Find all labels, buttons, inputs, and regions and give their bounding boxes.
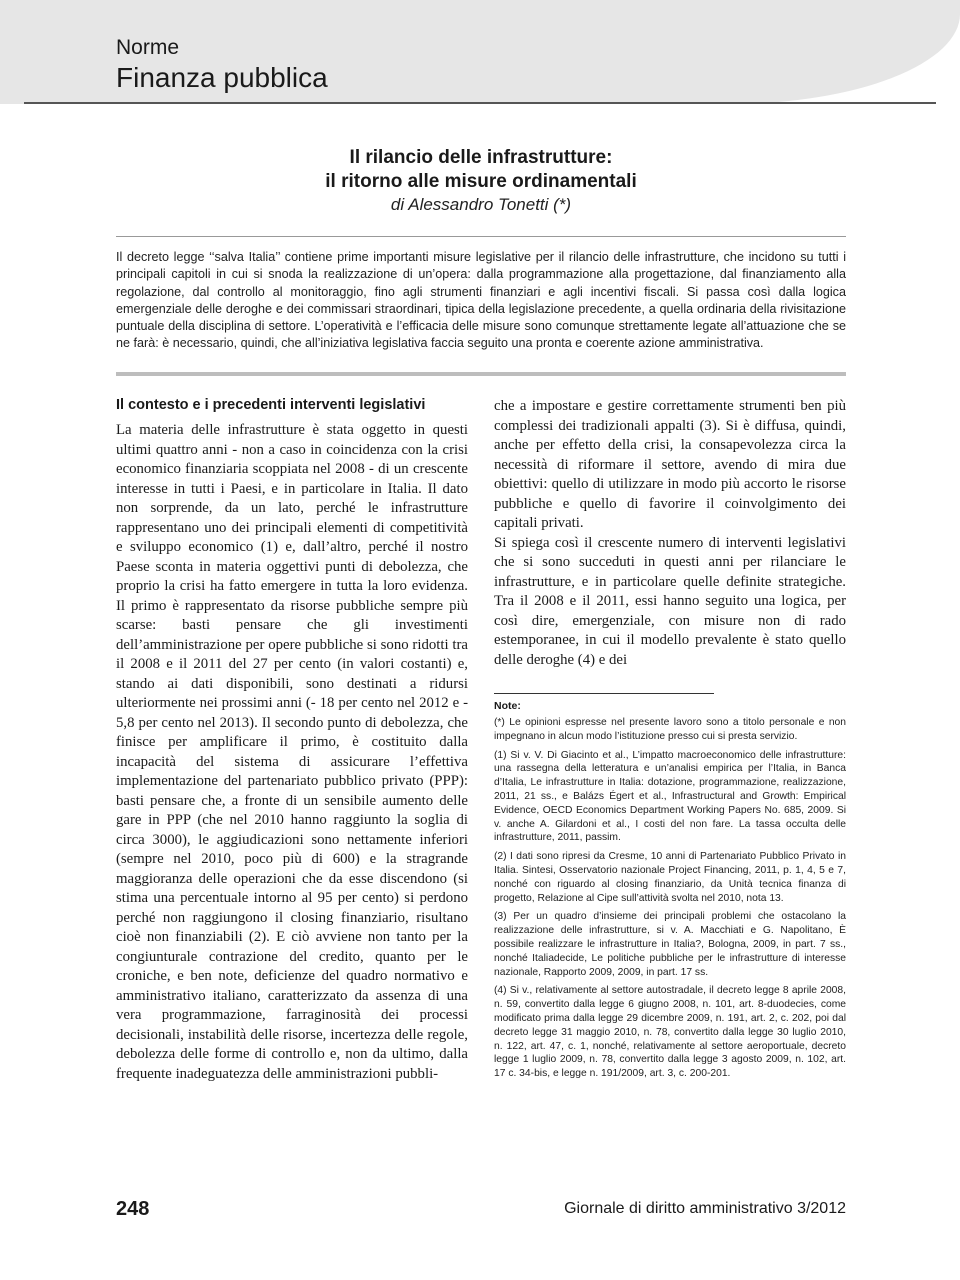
- article-heading: [116, 146, 846, 216]
- header-divider: [24, 102, 936, 104]
- article-title-line-2: il ritorno alle misure ordinamentali: [325, 171, 637, 192]
- section-title: Finanza pubblica: [116, 62, 328, 93]
- abstract-text: Il decreto legge ‘‘salva Italia’’ contiene prime importanti misure legislative per il rilancio delle infrastrutture, che incidono su tutti i principali capitoli in cui si snoda la realizzazione di un’opera: dalla programmazione alla progettazione, dal finanziamento alla regolazione, dal controllo al monitoraggio, fino agli strumenti finanziari e agli incentivi fiscali. Si passa così dalla logica emergenziale delle deroghe e dei commissari straordinari, tipica della legislazione precedente, a quella ordinaria della rivisitazione puntuale della disciplina di settore. L’operatività e l’efficacia delle misure sono comunque strettamente legate all’attuazione che se ne farà: è necessario, quindi, che all’iniziativa legislativa faccia seguito una pronta e coerente azione amministrativa.: [116, 250, 846, 351]
- footnote: (4) Si v., relativamente al settore autostradale, il decreto legge 8 aprile 2008, n. 59, convertito dalla legge 6 giugno 2008, n. 101, art. 8-duodecies, come modificato prima dalla legge 29 dicembre 2009, n. 191, art. 2, c. 202, poi dal decreto legge 31 maggio 2010, n. 78, convertito dalla legge 30 luglio 2010, n. 122, art. 47, c. 1, nonché, relativamente al settore aeroportuale, decreto legge 1 luglio 2009, n. 78, convertito dalla legge 3 agosto 2009, n. 102, art. 17 c. 34-bis, e legge n. 191/2009, art. 3, c. 200-201.: [494, 985, 846, 1080]
- notes-heading: Note:: [494, 700, 521, 712]
- section-label: Norme: [116, 36, 180, 59]
- right-column-paragraph-1: che a impostare e gestire correttamente strumenti ben più complessi dei tradizionali appalti (3). Si è diffusa, quindi, anche per effetto della crisi, la consapevolezza circa la necessità di riformare il settore, avendo di mira due obiettivi: quello di utilizzare in modo più accorto le risorse pubbliche e quello di favorire il coinvolgimento dei capitali privati.: [494, 398, 846, 531]
- right-column-paragraph-2: Si spiega così il crescente numero di interventi legislativi che si sono succeduti in questi anni per rilanciare le infrastrutture, e in particolare quelle definite strategiche. Tra il 2008 e il 2011, essi hanno seguito una logica, per così dire, emergenziale, con misure non di rado estemporanee, in cui il modello prevalente è stato quello delle deroghe (4) e dei: [494, 534, 846, 668]
- article-title-line-1: Il rilancio delle infrastrutture:: [349, 147, 613, 168]
- page-number: 248: [116, 1198, 150, 1220]
- footnotes: [494, 693, 846, 1086]
- left-column: [116, 396, 468, 1084]
- footnote: (1) Si v. V. Di Giacinto et al., L’impatto macroeconomico delle infrastrutture: una rassegna della letteratura e un’analisi empirica per l’Italia, in Banca d’Italia, Le infrastrutture in Italia: dotazione, programmazione, realizzazione, 2011, 21 ss., e Balázs Égert et al., Infrastructural and Growth: Empirical Evidence, OECD Economics Department Working Papers No. 685, 2009. Si v. anche A. Gilardoni et al., I costi del non fare. La tassa occulta delle infrastrutture, 2011, passim.: [494, 749, 846, 844]
- abstract-box: [116, 236, 846, 376]
- left-column-text: La materia delle infrastrutture è stata oggetto in questi ultimi quattro anni - non a caso in coincidenza con la crisi economico finanziaria scoppiata nel 2008 - di un crescente interesse in tutti i Paesi, e in particolare in Italia. Il dato non sorprende, da un lato, perché le infrastrutture rappresentano uno dei principali elementi di competitività e sviluppo economico (1) e, dall’altro, perché il nostro Paese sconta in materia oggettivi punti di debolezza, che proprio la crisi ha fatto emergere in tutta la loro evidenza. Il primo è rappresentato da risorse pubbliche sempre più scarse: basti pensare che gli investimenti dell’amministrazione per opere pubbliche si sono ridotti tra il 2008 e il 2011 del 27 per cento (in valori costanti) e, stando ai dati disponibili, sono destinati a ridursi ulteriormente nei prossimi anni (- 18 per cento nel 2012 e - 5,8 per cento nel 2013). Il secondo punto di debolezza, che finisce per amplificare il primo, è costituito dalla incapacità del sistema di assicurare l’effettiva implementazione del partenariato pubblico privato (PPP): basti pensare che, a fronte di un sensibile aumento delle gare in PPP (che nel 2010 hanno raggiunto la soglia di circa 3000), le aggiudicazioni sono nettamente inferiori (sempre nel 2010, poco più di 600) e la stragrande maggioranza delle operazioni che da esse discendono (si stima una percentuale intorno al 95 per cento) si perdono perché non raggiungono il closing finanziario, risultano cioè non finanziabili (2). E ciò avviene non tanto per la congiunturale contrazione del credito, quanto per le croniche, e ben note, deficienze del quadro normativo e amministrativo italiano, caratterizzato da assenza di una vera programmazione, farraginosità dei processi decisionali, instabilità delle risorse, incertezza delle regole, debolezza delle forme di controllo e, non da ultimo, dalla frequente inadeguatezza delle amministrazioni pubbli-: [116, 422, 468, 1082]
- subheading: Il contesto e i precedenti interventi legislativi: [116, 397, 426, 413]
- footnote: (*) Le opinioni espresse nel presente lavoro sono a titolo personale e non impegnano in alcun modo l’istituzione presso cui si presta servizio.: [494, 717, 846, 742]
- right-column: [494, 397, 846, 670]
- notes-divider: [494, 693, 714, 694]
- article-author: di Alessandro Tonetti (*): [390, 195, 572, 214]
- footnote: (2) I dati sono ripresi da Cresme, 10 anni di Partenariato Pubblico Privato in Italia. Sintesi, Osservatorio nazionale Project Financing, 2011, p. 1, 4, 5 e 7, nonché con riguardo al closing finanziario, da Unità tecnica finanza di progetto, Relazione al Cipe sull’attività svolta nel 2010, nota 13.: [494, 851, 846, 904]
- footnote: (3) Per un quadro d’insieme dei principali problemi che ostacolano la realizzazione delle infrastrutture, si v. A. Macchiati e G. Napolitano, È possibile realizzare le infrastrutture in Italia?, Bologna, 2009, in part. 7 ss., nonché Italiadecide, Le politiche pubbliche per le infrastrutture di interesse nazionale, Rapporto 2009, 2009, in part. 17 ss.: [494, 911, 846, 978]
- journal-name: Giornale di diritto amministrativo 3/2012: [564, 1200, 846, 1217]
